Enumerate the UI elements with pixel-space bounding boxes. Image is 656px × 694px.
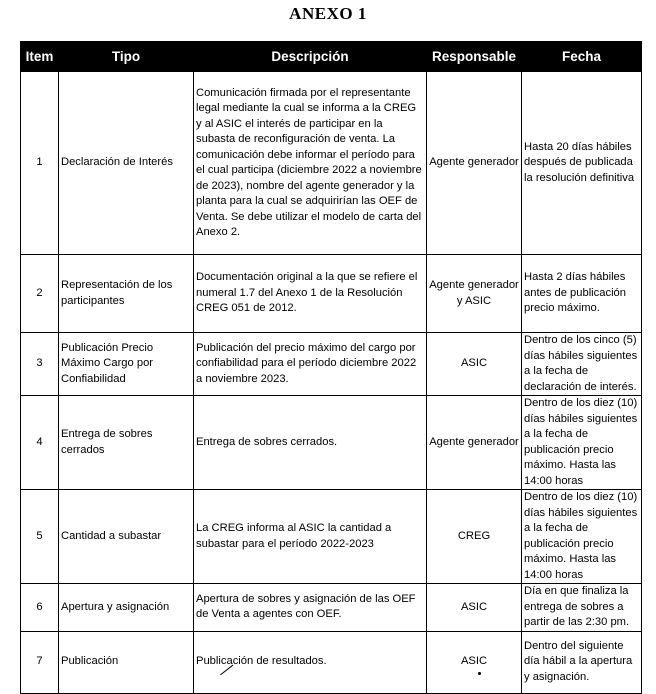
header-descripcion: Descripción <box>194 42 427 72</box>
cell-descripcion: La CREG informa al ASIC la cantidad a subastar para el período 2022-2023 <box>194 490 427 584</box>
table-header-row <box>21 42 642 72</box>
cell-responsable: Agente generador <box>427 72 522 255</box>
cell-responsable: CREG <box>427 490 522 584</box>
cell-responsable: ASIC <box>427 584 522 632</box>
cell-item: 7 <box>21 631 59 693</box>
schedule-table <box>20 41 642 694</box>
cell-fecha: Dentro de los diez (10) días hábiles siguientes a la fecha de publicación precio máximo. Hasta las 14:00 horas <box>522 396 642 490</box>
cell-fecha: Día en que finaliza la entrega de sobres a partir de las 2:30 pm. <box>522 584 642 632</box>
cell-item: 4 <box>21 396 59 490</box>
table-row <box>21 72 642 255</box>
cell-tipo: Publicación Precio Máximo Cargo por Confiabilidad <box>59 333 194 396</box>
cell-item: 5 <box>21 490 59 584</box>
table-row <box>21 490 642 584</box>
cell-tipo: Publicación <box>59 631 194 693</box>
cell-descripcion: Entrega de sobres cerrados. <box>194 396 427 490</box>
cell-descripcion: Publicación del precio máximo del cargo por confiabilidad para el período diciembre 2022 a noviembre 2023. <box>194 333 427 396</box>
cell-tipo: Representación de los participantes <box>59 255 194 333</box>
cell-descripcion: Apertura de sobres y asignación de las OEF de Venta a agentes con OEF. <box>194 584 427 632</box>
page-title: ANEXO 1 <box>289 4 367 23</box>
table-row <box>21 255 642 333</box>
table-row <box>21 631 642 693</box>
cell-tipo: Apertura y asignación <box>59 584 194 632</box>
cell-fecha: Dentro de los cinco (5) días hábiles siguientes a la fecha de declaración de interés. <box>522 333 642 396</box>
ink-dot <box>478 672 481 675</box>
cell-item: 2 <box>21 255 59 333</box>
table-row <box>21 584 642 632</box>
cell-responsable: Agente generador <box>427 396 522 490</box>
cell-responsable: ASIC <box>427 631 522 693</box>
cell-tipo: Entrega de sobres cerrados <box>59 396 194 490</box>
cell-item: 3 <box>21 333 59 396</box>
cell-responsable: ASIC <box>427 333 522 396</box>
header-fecha: Fecha <box>522 42 642 72</box>
cell-tipo: Cantidad a subastar <box>59 490 194 584</box>
cell-fecha: Hasta 20 días hábiles después de publicada la resolución definitiva <box>522 72 642 255</box>
cell-responsable: Agente generador y ASIC <box>427 255 522 333</box>
cell-fecha: Dentro del siguiente día hábil a la apertura y asignación. <box>522 631 642 693</box>
table-row <box>21 333 642 396</box>
cell-item: 1 <box>21 72 59 255</box>
cell-fecha: Hasta 2 días hábiles antes de publicación precio máximo. <box>522 255 642 333</box>
cell-tipo: Declaración de Interés <box>59 72 194 255</box>
table-row <box>21 396 642 490</box>
header-responsable: Responsable <box>427 42 522 72</box>
cell-item: 6 <box>21 584 59 632</box>
cell-descripcion: Comunicación firmada por el representante legal mediante la cual se informa a la CREG y al ASIC el interés de participar en la subasta de reconfiguración de venta. La comunicación debe informar el período para el cual participa (diciembre 2022 a noviembre de 2023), nombre del agente generador y la planta para la cual se adquirirían las OEF de Venta. Se debe utilizar el modelo de carta del Anexo 2. <box>194 72 427 255</box>
cell-descripcion: Documentación original a la que se refiere el numeral 1.7 del Anexo 1 de la Resolución CREG 051 de 2012. <box>194 255 427 333</box>
cell-descripcion: Publicación de resultados. <box>194 631 427 693</box>
cell-fecha: Dentro de los diez (10) días hábiles siguientes a la fecha de publicación precio máximo. Hasta las 14:00 horas <box>522 490 642 584</box>
header-item: Item <box>21 42 59 72</box>
header-tipo: Tipo <box>59 42 194 72</box>
